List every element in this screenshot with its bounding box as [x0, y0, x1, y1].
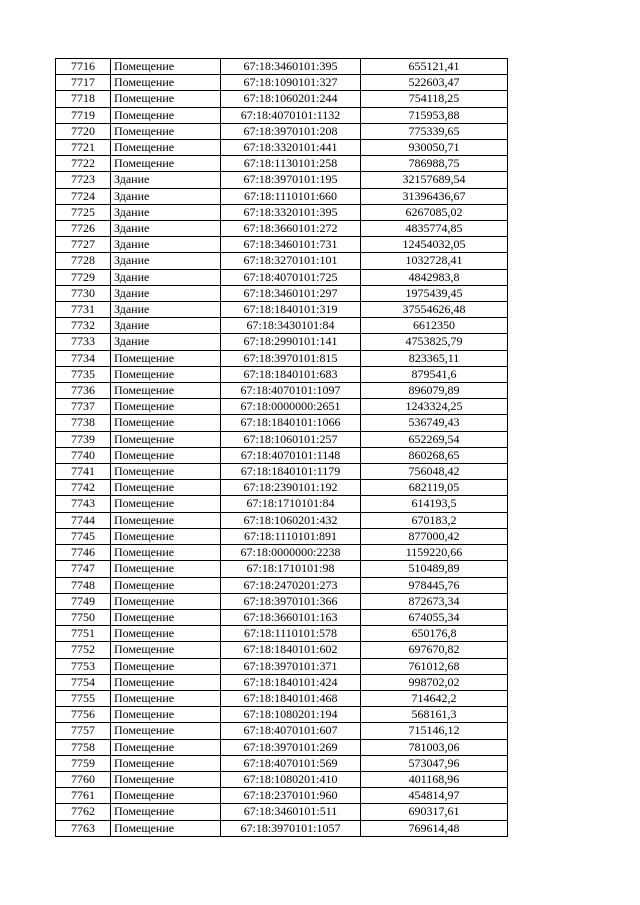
table-row	[56, 431, 508, 447]
table-row	[56, 107, 508, 123]
row-number-cell: 7763	[56, 820, 111, 836]
cadastral-value-cell: 715953,88	[361, 107, 508, 123]
table-row	[56, 480, 508, 496]
object-type-cell: Здание	[111, 285, 221, 301]
row-number-cell: 7760	[56, 771, 111, 787]
cadastral-number-cell: 67:18:3970101:815	[221, 350, 361, 366]
table-row	[56, 820, 508, 836]
table-row	[56, 658, 508, 674]
table-row	[56, 545, 508, 561]
object-type-cell: Помещение	[111, 123, 221, 139]
table-row	[56, 642, 508, 658]
cadastral-number-cell: 67:18:3430101:84	[221, 318, 361, 334]
cadastral-value-cell: 761012,68	[361, 658, 508, 674]
row-number-cell: 7735	[56, 366, 111, 382]
object-type-cell: Помещение	[111, 75, 221, 91]
row-number-cell: 7755	[56, 690, 111, 706]
object-type-cell: Помещение	[111, 431, 221, 447]
cadastral-number-cell: 67:18:1840101:468	[221, 690, 361, 706]
object-type-cell: Помещение	[111, 755, 221, 771]
table-row	[56, 318, 508, 334]
cadastral-value-cell: 4842983,8	[361, 269, 508, 285]
object-type-cell: Помещение	[111, 577, 221, 593]
cadastral-number-cell: 67:18:1060101:257	[221, 431, 361, 447]
row-number-cell: 7731	[56, 302, 111, 318]
row-number-cell: 7718	[56, 91, 111, 107]
property-table-body	[56, 59, 508, 837]
cadastral-value-cell: 401168,96	[361, 771, 508, 787]
table-row	[56, 723, 508, 739]
object-type-cell: Помещение	[111, 804, 221, 820]
row-number-cell: 7758	[56, 739, 111, 755]
cadastral-number-cell: 67:18:1840101:1066	[221, 415, 361, 431]
row-number-cell: 7757	[56, 723, 111, 739]
cadastral-number-cell: 67:18:1090101:327	[221, 75, 361, 91]
table-row	[56, 593, 508, 609]
cadastral-number-cell: 67:18:3460101:511	[221, 804, 361, 820]
table-row	[56, 237, 508, 253]
cadastral-number-cell: 67:18:2470201:273	[221, 577, 361, 593]
table-row	[56, 804, 508, 820]
object-type-cell: Помещение	[111, 447, 221, 463]
cadastral-number-cell: 67:18:1130101:258	[221, 156, 361, 172]
cadastral-value-cell: 756048,42	[361, 464, 508, 480]
cadastral-number-cell: 67:18:2390101:192	[221, 480, 361, 496]
cadastral-value-cell: 614193,5	[361, 496, 508, 512]
cadastral-value-cell: 6612350	[361, 318, 508, 334]
table-row	[56, 204, 508, 220]
row-number-cell: 7748	[56, 577, 111, 593]
object-type-cell: Помещение	[111, 788, 221, 804]
row-number-cell: 7754	[56, 674, 111, 690]
object-type-cell: Здание	[111, 269, 221, 285]
cadastral-value-cell: 877000,42	[361, 528, 508, 544]
table-row	[56, 415, 508, 431]
cadastral-number-cell: 67:18:1840101:424	[221, 674, 361, 690]
row-number-cell: 7740	[56, 447, 111, 463]
table-row	[56, 512, 508, 528]
row-number-cell: 7720	[56, 123, 111, 139]
table-row	[56, 609, 508, 625]
object-type-cell: Помещение	[111, 156, 221, 172]
cadastral-number-cell: 67:18:3460101:731	[221, 237, 361, 253]
row-number-cell: 7742	[56, 480, 111, 496]
cadastral-value-cell: 536749,43	[361, 415, 508, 431]
object-type-cell: Помещение	[111, 496, 221, 512]
object-type-cell: Помещение	[111, 91, 221, 107]
cadastral-value-cell: 998702,02	[361, 674, 508, 690]
cadastral-value-cell: 652269,54	[361, 431, 508, 447]
cadastral-value-cell: 522603,47	[361, 75, 508, 91]
object-type-cell: Помещение	[111, 690, 221, 706]
object-type-cell: Помещение	[111, 399, 221, 415]
table-row	[56, 755, 508, 771]
table-row	[56, 91, 508, 107]
cadastral-number-cell: 67:18:1840101:319	[221, 302, 361, 318]
object-type-cell: Помещение	[111, 771, 221, 787]
table-row	[56, 350, 508, 366]
object-type-cell: Помещение	[111, 528, 221, 544]
table-row	[56, 75, 508, 91]
object-type-cell: Помещение	[111, 480, 221, 496]
row-number-cell: 7741	[56, 464, 111, 480]
cadastral-value-cell: 714642,2	[361, 690, 508, 706]
object-type-cell: Помещение	[111, 561, 221, 577]
cadastral-value-cell: 4835774,85	[361, 221, 508, 237]
object-type-cell: Помещение	[111, 674, 221, 690]
cadastral-value-cell: 670183,2	[361, 512, 508, 528]
row-number-cell: 7723	[56, 172, 111, 188]
table-row	[56, 253, 508, 269]
cadastral-value-cell: 510489,89	[361, 561, 508, 577]
table-row	[56, 626, 508, 642]
object-type-cell: Помещение	[111, 820, 221, 836]
cadastral-number-cell: 67:18:1110101:891	[221, 528, 361, 544]
row-number-cell: 7728	[56, 253, 111, 269]
row-number-cell: 7717	[56, 75, 111, 91]
object-type-cell: Помещение	[111, 464, 221, 480]
table-row	[56, 464, 508, 480]
object-type-cell: Здание	[111, 172, 221, 188]
row-number-cell: 7729	[56, 269, 111, 285]
cadastral-number-cell: 67:18:3460101:395	[221, 59, 361, 75]
table-row	[56, 123, 508, 139]
row-number-cell: 7739	[56, 431, 111, 447]
cadastral-number-cell: 67:18:4070101:1132	[221, 107, 361, 123]
row-number-cell: 7733	[56, 334, 111, 350]
row-number-cell: 7753	[56, 658, 111, 674]
cadastral-number-cell: 67:18:3970101:366	[221, 593, 361, 609]
object-type-cell: Здание	[111, 253, 221, 269]
cadastral-value-cell: 872673,34	[361, 593, 508, 609]
row-number-cell: 7737	[56, 399, 111, 415]
row-number-cell: 7730	[56, 285, 111, 301]
cadastral-value-cell: 682119,05	[361, 480, 508, 496]
row-number-cell: 7725	[56, 204, 111, 220]
table-row	[56, 302, 508, 318]
cadastral-number-cell: 67:18:0000000:2651	[221, 399, 361, 415]
cadastral-number-cell: 67:18:4070101:607	[221, 723, 361, 739]
row-number-cell: 7745	[56, 528, 111, 544]
row-number-cell: 7752	[56, 642, 111, 658]
cadastral-value-cell: 37554626,48	[361, 302, 508, 318]
cadastral-number-cell: 67:18:3970101:208	[221, 123, 361, 139]
object-type-cell: Помещение	[111, 415, 221, 431]
cadastral-number-cell: 67:18:2990101:141	[221, 334, 361, 350]
table-row	[56, 674, 508, 690]
object-type-cell: Помещение	[111, 512, 221, 528]
row-number-cell: 7716	[56, 59, 111, 75]
object-type-cell: Помещение	[111, 366, 221, 382]
table-row	[56, 690, 508, 706]
cadastral-value-cell: 655121,41	[361, 59, 508, 75]
row-number-cell: 7749	[56, 593, 111, 609]
cadastral-value-cell: 32157689,54	[361, 172, 508, 188]
row-number-cell: 7761	[56, 788, 111, 804]
cadastral-number-cell: 67:18:4070101:569	[221, 755, 361, 771]
cadastral-value-cell: 697670,82	[361, 642, 508, 658]
object-type-cell: Помещение	[111, 140, 221, 156]
table-row	[56, 528, 508, 544]
table-row	[56, 577, 508, 593]
table-row	[56, 707, 508, 723]
table-row	[56, 771, 508, 787]
cadastral-value-cell: 896079,89	[361, 383, 508, 399]
cadastral-number-cell: 67:18:2370101:960	[221, 788, 361, 804]
cadastral-value-cell: 573047,96	[361, 755, 508, 771]
row-number-cell: 7724	[56, 188, 111, 204]
cadastral-number-cell: 67:18:3970101:1057	[221, 820, 361, 836]
cadastral-number-cell: 67:18:1710101:98	[221, 561, 361, 577]
cadastral-number-cell: 67:18:4070101:1148	[221, 447, 361, 463]
table-row	[56, 788, 508, 804]
object-type-cell: Помещение	[111, 707, 221, 723]
table-row	[56, 447, 508, 463]
row-number-cell: 7751	[56, 626, 111, 642]
cadastral-number-cell: 67:18:1060201:432	[221, 512, 361, 528]
cadastral-number-cell: 67:18:1080201:194	[221, 707, 361, 723]
table-row	[56, 172, 508, 188]
cadastral-number-cell: 67:18:4070101:725	[221, 269, 361, 285]
cadastral-number-cell: 67:18:3970101:371	[221, 658, 361, 674]
cadastral-value-cell: 31396436,67	[361, 188, 508, 204]
table-row	[56, 399, 508, 415]
cadastral-value-cell: 4753825,79	[361, 334, 508, 350]
object-type-cell: Помещение	[111, 739, 221, 755]
cadastral-value-cell: 650176,8	[361, 626, 508, 642]
object-type-cell: Помещение	[111, 626, 221, 642]
object-type-cell: Помещение	[111, 658, 221, 674]
table-row	[56, 496, 508, 512]
table-row	[56, 188, 508, 204]
row-number-cell: 7750	[56, 609, 111, 625]
table-row	[56, 739, 508, 755]
cadastral-number-cell: 67:18:1710101:84	[221, 496, 361, 512]
cadastral-value-cell: 930050,71	[361, 140, 508, 156]
cadastral-number-cell: 67:18:3660101:163	[221, 609, 361, 625]
cadastral-value-cell: 690317,61	[361, 804, 508, 820]
cadastral-value-cell: 1159220,66	[361, 545, 508, 561]
cadastral-value-cell: 823365,11	[361, 350, 508, 366]
cadastral-number-cell: 67:18:0000000:2238	[221, 545, 361, 561]
object-type-cell: Здание	[111, 318, 221, 334]
cadastral-number-cell: 67:18:3970101:195	[221, 172, 361, 188]
cadastral-number-cell: 67:18:1110101:660	[221, 188, 361, 204]
cadastral-number-cell: 67:18:4070101:1097	[221, 383, 361, 399]
object-type-cell: Здание	[111, 237, 221, 253]
cadastral-number-cell: 67:18:1060201:244	[221, 91, 361, 107]
cadastral-value-cell: 1975439,45	[361, 285, 508, 301]
object-type-cell: Помещение	[111, 107, 221, 123]
cadastral-value-cell: 879541,6	[361, 366, 508, 382]
table-row	[56, 561, 508, 577]
cadastral-value-cell: 754118,25	[361, 91, 508, 107]
cadastral-number-cell: 67:18:1840101:1179	[221, 464, 361, 480]
row-number-cell: 7722	[56, 156, 111, 172]
cadastral-value-cell: 454814,97	[361, 788, 508, 804]
cadastral-number-cell: 67:18:3270101:101	[221, 253, 361, 269]
cadastral-value-cell: 775339,65	[361, 123, 508, 139]
row-number-cell: 7746	[56, 545, 111, 561]
row-number-cell: 7762	[56, 804, 111, 820]
row-number-cell: 7759	[56, 755, 111, 771]
object-type-cell: Здание	[111, 334, 221, 350]
row-number-cell: 7721	[56, 140, 111, 156]
cadastral-value-cell: 12454032,05	[361, 237, 508, 253]
cadastral-number-cell: 67:18:3320101:441	[221, 140, 361, 156]
object-type-cell: Здание	[111, 221, 221, 237]
cadastral-number-cell: 67:18:3320101:395	[221, 204, 361, 220]
table-row	[56, 59, 508, 75]
object-type-cell: Помещение	[111, 723, 221, 739]
object-type-cell: Помещение	[111, 545, 221, 561]
row-number-cell: 7732	[56, 318, 111, 334]
cadastral-value-cell: 781003,06	[361, 739, 508, 755]
object-type-cell: Здание	[111, 204, 221, 220]
object-type-cell: Здание	[111, 188, 221, 204]
object-type-cell: Помещение	[111, 609, 221, 625]
cadastral-value-cell: 978445,76	[361, 577, 508, 593]
table-row	[56, 221, 508, 237]
object-type-cell: Здание	[111, 302, 221, 318]
cadastral-number-cell: 67:18:1840101:602	[221, 642, 361, 658]
cadastral-number-cell: 67:18:1110101:578	[221, 626, 361, 642]
table-row	[56, 334, 508, 350]
cadastral-value-cell: 568161,3	[361, 707, 508, 723]
cadastral-value-cell: 674055,34	[361, 609, 508, 625]
cadastral-number-cell: 67:18:3660101:272	[221, 221, 361, 237]
object-type-cell: Помещение	[111, 59, 221, 75]
cadastral-value-cell: 715146,12	[361, 723, 508, 739]
row-number-cell: 7738	[56, 415, 111, 431]
table-row	[56, 366, 508, 382]
cadastral-number-cell: 67:18:3460101:297	[221, 285, 361, 301]
cadastral-value-cell: 1243324,25	[361, 399, 508, 415]
row-number-cell: 7743	[56, 496, 111, 512]
row-number-cell: 7756	[56, 707, 111, 723]
table-row	[56, 140, 508, 156]
row-number-cell: 7734	[56, 350, 111, 366]
object-type-cell: Помещение	[111, 350, 221, 366]
object-type-cell: Помещение	[111, 383, 221, 399]
object-type-cell: Помещение	[111, 593, 221, 609]
row-number-cell: 7727	[56, 237, 111, 253]
table-row	[56, 285, 508, 301]
property-table	[55, 58, 508, 837]
cadastral-value-cell: 6267085,02	[361, 204, 508, 220]
object-type-cell: Помещение	[111, 642, 221, 658]
table-row	[56, 156, 508, 172]
row-number-cell: 7736	[56, 383, 111, 399]
cadastral-value-cell: 860268,65	[361, 447, 508, 463]
row-number-cell: 7719	[56, 107, 111, 123]
cadastral-value-cell: 786988,75	[361, 156, 508, 172]
cadastral-number-cell: 67:18:1840101:683	[221, 366, 361, 382]
cadastral-value-cell: 1032728,41	[361, 253, 508, 269]
table-row	[56, 383, 508, 399]
cadastral-number-cell: 67:18:3970101:269	[221, 739, 361, 755]
row-number-cell: 7726	[56, 221, 111, 237]
cadastral-number-cell: 67:18:1080201:410	[221, 771, 361, 787]
cadastral-value-cell: 769614,48	[361, 820, 508, 836]
row-number-cell: 7744	[56, 512, 111, 528]
table-row	[56, 269, 508, 285]
row-number-cell: 7747	[56, 561, 111, 577]
